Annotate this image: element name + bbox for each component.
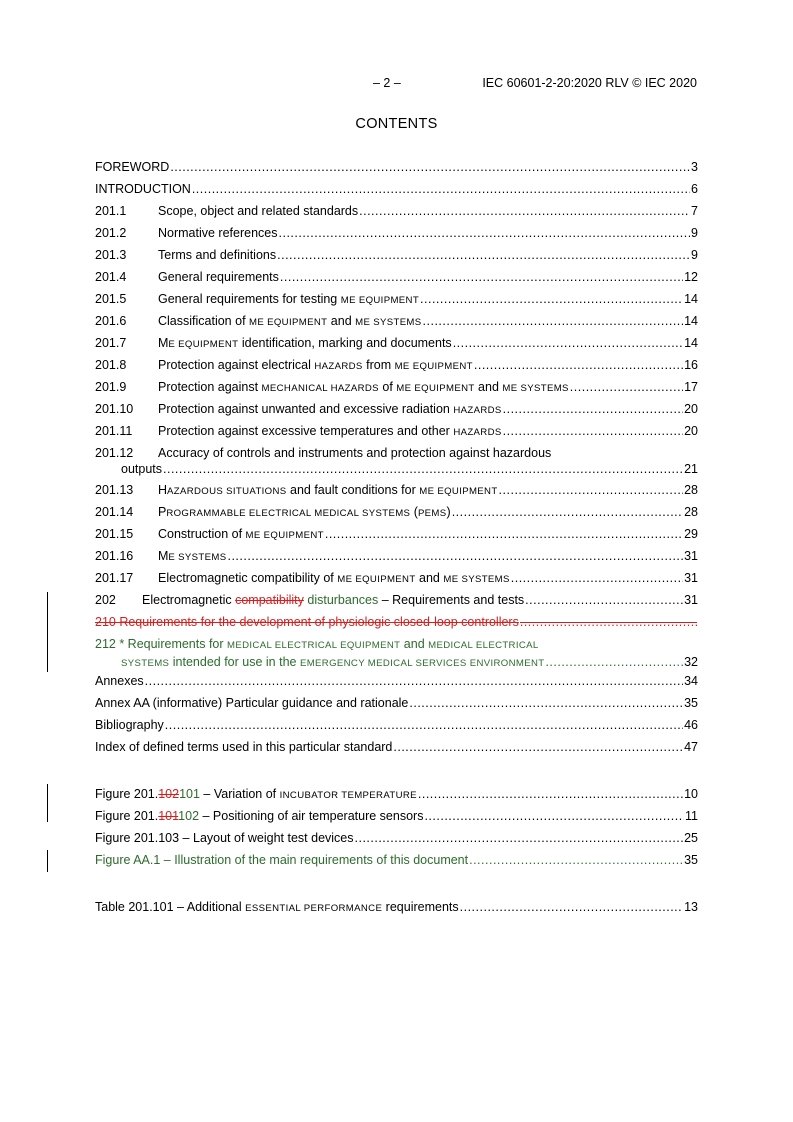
document-id: IEC 60601-2-20:2020 RLV © IEC 2020 xyxy=(482,76,697,90)
toc-entry-201-4[interactable]: 201.4 General requirements ..... 12 xyxy=(95,269,698,285)
inserted-text: 101 xyxy=(179,787,200,801)
inserted-text: disturbances xyxy=(303,593,379,607)
toc-entry-201-16[interactable]: 201.16 ME SYSTEMS ..... 31 xyxy=(95,548,698,566)
figure-entry-1[interactable]: Figure 201.102101 – Variation of INCUBATOR TEMPERATURE ..... 10 xyxy=(95,786,698,804)
figure-entry-3[interactable]: Figure 201.103 – Layout of weight test devices ..... 25 xyxy=(95,830,698,846)
toc-entry-201-11[interactable]: 201.11 Protection against excessive temperatures and other HAZARDS ..... 20 xyxy=(95,423,698,441)
deleted-text: 101 xyxy=(158,809,179,823)
contents-title: CONTENTS xyxy=(355,116,438,132)
toc-entry-201-8[interactable]: 201.8 Protection against electrical HAZARDS from ME EQUIPMENT ..... 16 xyxy=(95,357,698,375)
toc-entry-201-12[interactable]: 201.12 Accuracy of controls and instruments and protection against hazardous outputs ..... 21 xyxy=(95,445,698,477)
deleted-text: 102 xyxy=(158,787,180,801)
figure-entry-4-inserted[interactable]: Figure AA.1 – Illustration of the main requirements of this document ..... 35 xyxy=(95,852,698,868)
page-number: – 2 – xyxy=(373,76,401,90)
toc-entry-201-6[interactable]: 201.6 Classification of ME EQUIPMENT and ME SYSTEMS ..... 14 xyxy=(95,313,698,331)
toc-entry-212-inserted[interactable]: 212 * Requirements for MEDICAL ELECTRICAL EQUIPMENT and MEDICAL ELECTRICAL SYSTEMS intended for use in the EMERGENCY MEDICAL SERVICES ENVIRONMENT ..... 32 xyxy=(95,636,698,672)
toc-entry-201-10[interactable]: 201.10 Protection against unwanted and excessive radiation HAZARDS ..... 20 xyxy=(95,401,698,419)
table-of-contents xyxy=(95,0,698,1122)
change-bar xyxy=(47,850,48,872)
figure-entry-2[interactable]: Figure 201.101102 – Positioning of air temperature sensors ..... 11 xyxy=(95,808,698,824)
inserted-text: 102 xyxy=(178,809,200,823)
toc-entry-foreword[interactable]: FOREWORD ..... 3 xyxy=(95,159,698,175)
change-bar xyxy=(47,784,48,822)
change-bar xyxy=(47,592,48,672)
toc-entry-201-5[interactable]: 201.5 General requirements for testing ME EQUIPMENT ..... 14 xyxy=(95,291,698,309)
toc-entry-210-deleted[interactable]: 210 Requirements for the development of physiologic closed-loop controllers ..... xyxy=(95,614,698,630)
toc-entry-201-2[interactable]: 201.2 Normative references ..... 9 xyxy=(95,225,698,241)
toc-entry-annexes[interactable]: Annexes ..... 34 xyxy=(95,673,698,689)
toc-entry-201-13[interactable]: 201.13 HAZARDOUS SITUATIONS and fault conditions for ME EQUIPMENT ..... 28 xyxy=(95,482,698,500)
toc-entry-201-9[interactable]: 201.9 Protection against MECHANICAL HAZARDS of ME EQUIPMENT and ME SYSTEMS ..... 17 xyxy=(95,379,698,397)
toc-entry-201-7[interactable]: 201.7 ME EQUIPMENT identification, marking and documents ..... 14 xyxy=(95,335,698,353)
toc-entry-201-3[interactable]: 201.3 Terms and definitions ..... 9 xyxy=(95,247,698,263)
deleted-text: compatibility xyxy=(235,593,304,607)
toc-entry-201-1[interactable]: 201.1 Scope, object and related standards ..... 7 xyxy=(95,203,698,219)
toc-entry-201-14[interactable]: 201.14 PROGRAMMABLE ELECTRICAL MEDICAL SYSTEMS (PEMS) ..... 28 xyxy=(95,504,698,522)
toc-entry-annex-aa[interactable]: Annex AA (informative) Particular guidance and rationale ..... 35 xyxy=(95,695,698,711)
toc-entry-introduction[interactable]: INTRODUCTION ..... 6 xyxy=(95,181,698,197)
toc-entry-201-17[interactable]: 201.17 Electromagnetic compatibility of ME EQUIPMENT and ME SYSTEMS ..... 31 xyxy=(95,570,698,588)
toc-entry-index[interactable]: Index of defined terms used in this particular standard ..... 47 xyxy=(95,739,698,755)
toc-entry-202[interactable]: 202 Electromagnetic compatibility disturbances – Requirements and tests ..... 31 xyxy=(95,592,698,608)
table-entry-1[interactable]: Table 201.101 – Additional ESSENTIAL PERFORMANCE requirements ..... 13 xyxy=(95,899,698,917)
toc-entry-bibliography[interactable]: Bibliography ..... 46 xyxy=(95,717,698,733)
toc-entry-201-15[interactable]: 201.15 Construction of ME EQUIPMENT ..... 29 xyxy=(95,526,698,544)
